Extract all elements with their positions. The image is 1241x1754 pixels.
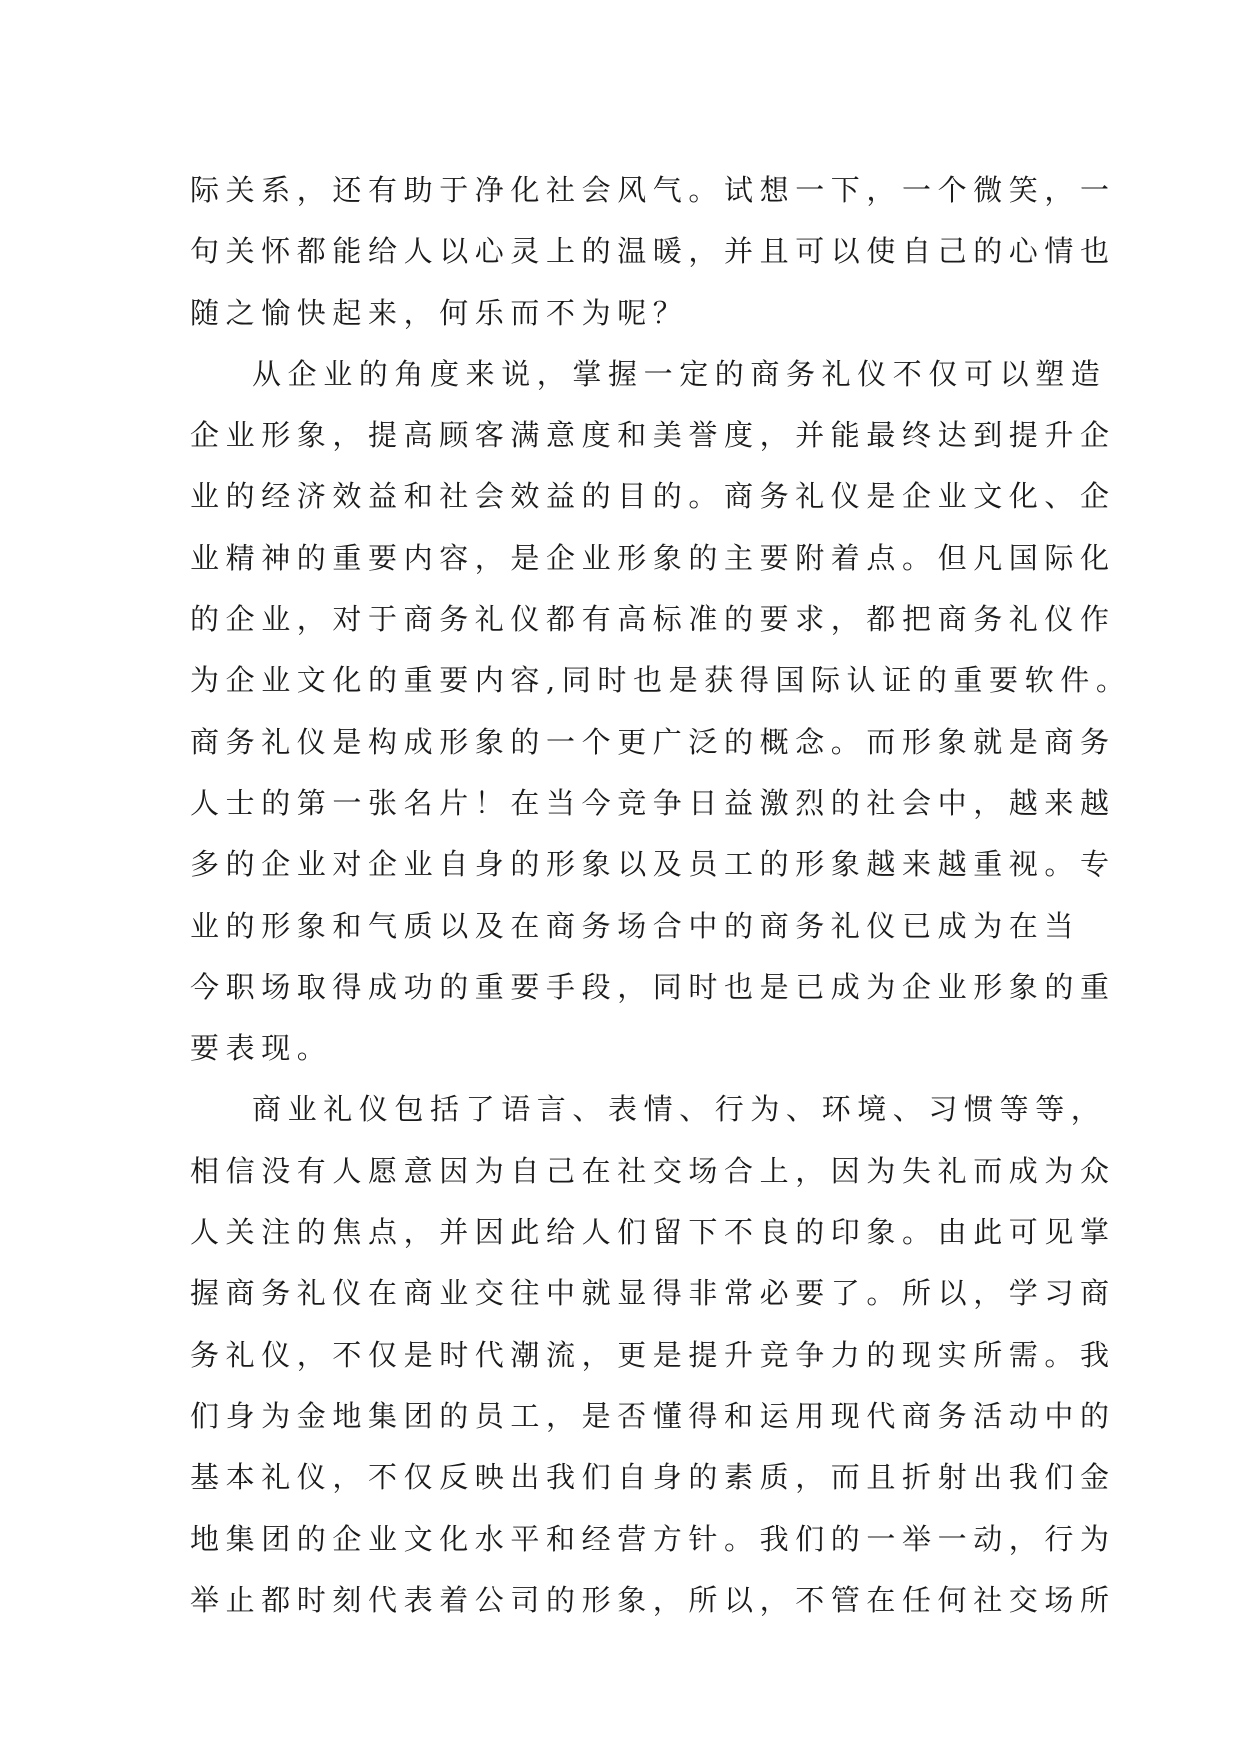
text-line: 今职场取得成功的重要手段，同时也是已成为企业形象的重 bbox=[190, 969, 1116, 1004]
text-line: 举止都时刻代表着公司的形象，所以，不管在任何社交场所 bbox=[190, 1582, 1116, 1617]
body-text bbox=[190, 160, 1132, 1631]
text-line: 们身为金地集团的员工，是否懂得和运用现代商务活动中的 bbox=[190, 1398, 1116, 1433]
paragraph-first-line: 从企业的角度来说，掌握一定的商务礼仪不仅可以塑造 bbox=[252, 356, 1107, 391]
text-line: 人关注的焦点，并因此给人们留下不良的印象。由此可见掌 bbox=[190, 1215, 1116, 1250]
paragraph-first-line: 商业礼仪包括了语言、表情、行为、环境、习惯等等， bbox=[252, 1092, 1107, 1127]
text-line: 句关怀都能给人以心灵上的温暖，并且可以使自己的心情也 bbox=[190, 234, 1116, 269]
text-line: 多的企业对企业自身的形象以及员工的形象越来越重视。专 bbox=[190, 847, 1116, 882]
text-line: 要表现。 bbox=[190, 1031, 333, 1066]
text-line: 地集团的企业文化水平和经营方针。我们的一举一动，行为 bbox=[190, 1521, 1116, 1556]
text-line: 商务礼仪是构成形象的一个更广泛的概念。而形象就是商务 bbox=[190, 724, 1116, 759]
text-line: 为企业文化的重要内容,同时也是获得国际认证的重要软件。 bbox=[190, 663, 1132, 698]
text-line: 业精神的重要内容，是企业形象的主要附着点。但凡国际化 bbox=[190, 540, 1116, 575]
text-line: 基本礼仪，不仅反映出我们自身的素质，而且折射出我们金 bbox=[190, 1460, 1116, 1495]
text-line: 业的形象和气质以及在商务场合中的商务礼仪已成为在当 bbox=[190, 908, 1081, 943]
text-line: 随之愉快起来，何乐而不为呢？ bbox=[190, 295, 689, 330]
text-line: 人士的第一张名片！在当今竞争日益激烈的社会中，越来越 bbox=[190, 785, 1116, 820]
text-line: 业的经济效益和社会效益的目的。商务礼仪是企业文化、企 bbox=[190, 479, 1116, 514]
text-line: 的企业，对于商务礼仪都有高标准的要求，都把商务礼仪作 bbox=[190, 602, 1116, 637]
text-line: 企业形象，提高顾客满意度和美誉度，并能最终达到提升企 bbox=[190, 418, 1116, 453]
text-line: 际关系，还有助于净化社会风气。试想一下，一个微笑，一 bbox=[190, 173, 1116, 207]
text-line: 握商务礼仪在商业交往中就显得非常必要了。所以，学习商 bbox=[190, 1276, 1116, 1311]
text-line: 相信没有人愿意因为自己在社交场合上，因为失礼而成为众 bbox=[190, 1153, 1116, 1188]
text-line: 务礼仪，不仅是时代潮流，更是提升竞争力的现实所需。我 bbox=[190, 1337, 1116, 1372]
